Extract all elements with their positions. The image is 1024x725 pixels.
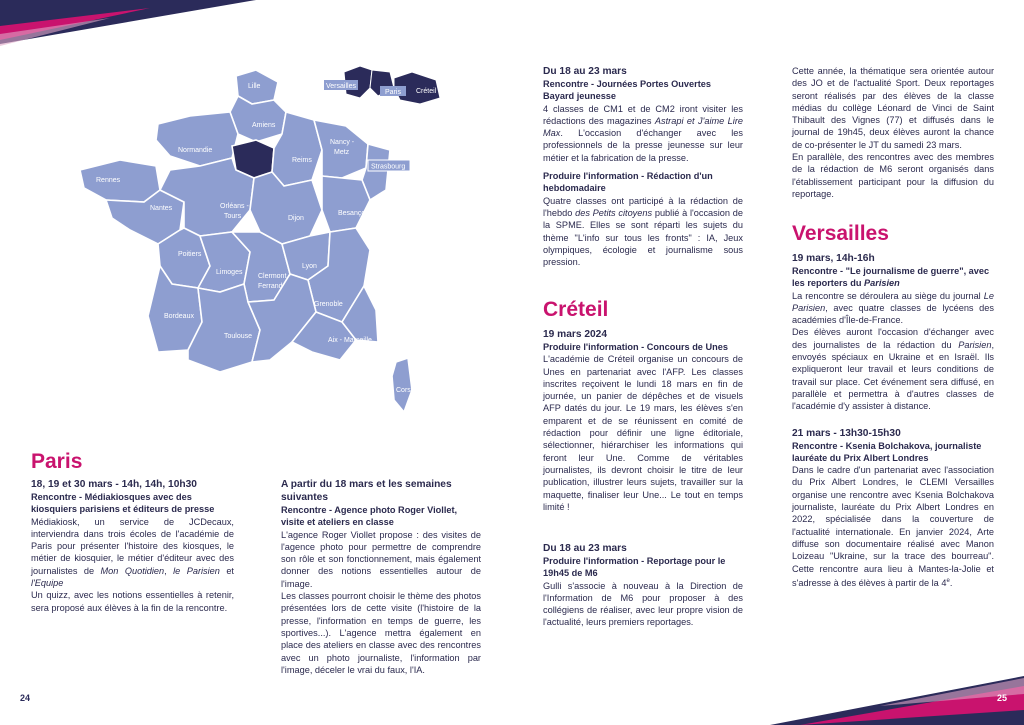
col3-body-2: Quatre classes ont participé à la rédaction de l'hebdo des Petits citoyens publié à l'occasion de la SPME. Elles se sont réparti les sujets du thème "L'info sur tous les fronts" : IA, Jeux olympiques, écologie et journalisme sous pression.: [543, 195, 743, 268]
creteil-title: Créteil: [543, 298, 609, 321]
paris-subtitle: Rencontre - Médiakiosques avec des kiosquiers parisiens et éditeurs de presse: [31, 492, 215, 515]
label-poitiers: Poitiers: [178, 251, 202, 258]
label-metz: Metz: [334, 149, 350, 156]
paris-body-2: Un quizz, avec les notions essentielles à retenir, sera proposé aux élèves à la fin de la rencontre.: [31, 590, 234, 613]
label-corse: Corse: [396, 387, 415, 394]
m6-section: [543, 542, 743, 629]
label-tours: Tours: [224, 213, 242, 220]
label-versailles: Versailles: [326, 83, 356, 90]
region-besancon: [322, 176, 370, 232]
col3-date-1: Du 18 au 23 mars: [543, 66, 627, 77]
label-aix-marseille: Aix - Marseille: [328, 337, 372, 344]
creteil-body: L'académie de Créteil organise un concours de Unes en partenariat avec l'AFP. Les classes inscrites reçoivent le lundi 18 mars en fin de journée, un panier de dépêches et de visuels AFP datés du jour. Le 19 mars, les élèves s'en emparent et de se réunissent en comité de rédaction pour définir une ligne éditoriale, sélectionner, hiérarchiser les informations qui feront leur Une. Comme de véritables journalistes, ils devront choisir le titre de leur publication, illustrer leurs sujets, travailler sur la maquette, finaliser leur Une... Le tout en temps limité !: [543, 354, 743, 512]
paris-title: Paris: [31, 450, 83, 473]
label-strasbourg: Strasbourg: [371, 163, 406, 171]
bottom-right-stripe: [760, 676, 1024, 725]
label-dijon: Dijon: [288, 215, 304, 222]
versailles-body-1: La rencontre se déroulera au siège du journal Le Parisien, avec quatre classes de lycéens des académies d'Île-de-France.: [792, 290, 994, 326]
label-nice: Nice: [358, 359, 373, 366]
label-grenoble: Grenoble: [314, 301, 343, 308]
france-map: [60, 60, 455, 430]
col3-body-1: 4 classes de CM1 et de CM2 iront visiter les rédactions des magazines Astrapi et J'aime Lire Max. L'occasion d'échanger avec les professionnels de la presse jeunesse sur leur métier et la fabrication de la presse.: [543, 103, 744, 163]
label-normandie: Normandie: [178, 147, 213, 154]
label-bordeaux: Bordeaux: [164, 313, 194, 320]
versailles-date-2: 21 mars - 13h30-15h30: [792, 427, 901, 439]
m6-subtitle: Produire l'information - Reportage pour le 19h45 de M6: [543, 556, 726, 579]
region-corse: [392, 358, 412, 412]
paris-date: 18, 19 et 30 mars - 14h, 14h, 10h30: [31, 479, 197, 490]
col3-subtitle-1: Rencontre - Journées Portes Ouvertes Bayard jeunesse: [543, 79, 711, 102]
m6-date: Du 18 au 23 mars: [543, 543, 627, 554]
label-ferrand: Ferrand: [258, 283, 283, 290]
idf-inset: [324, 66, 440, 104]
col2-date: A partir du 18 mars et les semaines suivantes: [281, 479, 452, 503]
region-normandie: [156, 112, 238, 166]
page-number-left: 24: [20, 693, 31, 703]
col2-subtitle: Rencontre - Agence photo Roger Viollet, visite et ateliers en classe: [281, 505, 458, 528]
label-rennes: Rennes: [96, 177, 121, 184]
page-number-right: 25: [997, 693, 1008, 703]
col4-body-0: Cette année, la thématique sera orientée autour des JO et de l'actualité Sport. Deux reportages seront réalisés par des élèves de la classe médias du collège Léonard de Vinci de Saint Thibault des Vignes (77) et diffusés dans le journal de 19h45, deux élèves auront la chance de co-présenter le JT du samedi 23 mars.: [792, 66, 994, 150]
paris-body-1: Médiakiosk, un service de JCDecaux, interviendra dans trois écoles de l'académie de Paris pour présenter l'histoire des kiosques, le métier de kiosquier, le métier d'éditeur avec des journalistes de Mon Quotidien, le Parisien et l'Equipe: [31, 516, 234, 589]
versailles-subtitle-2: Rencontre - Ksenia Bolchakova, journaliste lauréate du Prix Albert Londres: [792, 440, 982, 463]
label-reims: Reims: [292, 157, 312, 164]
label-montpellier: Montpellier: [242, 367, 277, 374]
versailles-body-2: Des élèves auront l'occasion d'échanger avec des journalistes de la rédaction du Parisien, envoyés spéciaux en Ukraine et en Israël. Ils expliqueront leur travail et leurs conditions de travail sur place. Cet événement sera diffusé, en parallèle et permettra à d'autres classes de l'académie d'y assister à distance.: [792, 327, 994, 412]
creteil-date: 19 mars 2024: [543, 329, 608, 340]
top-left-stripe: [0, 0, 260, 48]
paris-section: [31, 450, 234, 614]
label-nancy: Nancy -: [330, 139, 355, 146]
label-creteil: Créteil: [416, 88, 437, 95]
versailles-section: [792, 222, 994, 589]
label-besancon: Besançon: [338, 210, 370, 217]
m6-body: Gulli s'associe à nouveau à la Direction de l'Information de M6 pour proposer à des collégiens de réaliser, avec leur propre vision de l'actualité, leurs premiers reportages.: [543, 580, 743, 628]
label-toulouse: Toulouse: [224, 333, 253, 340]
creteil-subtitle: Produire l'information - Concours de Unes: [543, 342, 728, 352]
label-clermont: Clermont -: [258, 273, 291, 280]
col4-body-0b: En parallèle, des rencontres avec des membres de la rédaction de M6 seront organisés dans l'établissement participant pour la diffusion du reportage.: [792, 152, 994, 199]
label-paris: Paris: [385, 89, 401, 96]
label-lyon: Lyon: [302, 263, 317, 270]
label-lille: Lille: [248, 83, 261, 90]
versailles-title: Versailles: [792, 222, 889, 245]
label-nantes: Nantes: [150, 205, 173, 212]
col2-body-2: Les classes pourront choisir le thème des photos présentées lors de cette visite (l'histoire de la presse, l'information en temps de guerre, les sportives...). L'agence mettra également en place des ateliers en classe avec des rencontres avec un photo journaliste, l'information par l'image, déceler le vrai du faux, l'IA.: [281, 591, 481, 675]
versailles-date-1: 19 mars, 14h-16h: [792, 253, 875, 264]
photo-agency-section: [281, 478, 481, 676]
col2-body-1: L'agence Roger Viollet propose : des visites de l'agence photo pour permettre de comprendre son rôle et son fonctionnement, mais également donner des notions essentielles autour de l'image.: [281, 529, 481, 589]
col3-subtitle-2: Produire l'information - Rédaction d'un hebdomadaire: [543, 171, 713, 194]
label-amiens: Amiens: [252, 122, 276, 129]
col3-top-section: [543, 65, 743, 268]
col4-top-section: [792, 65, 994, 200]
label-limoges: Limoges: [216, 269, 243, 276]
versailles-body-3: Dans le cadre d'un partenariat avec l'association du Prix Albert Londres, le CLEMI Versailles organise une rencontre avec Ksenia Bolchakova journaliste, lauréate du Prix Albert Londres en 2022, spécialisée dans la couverture de l'actualité internationale. En janvier 2024, Arte diffuse son documentaire réalisé avec Manon Loizeau "Ukraine, sur la trace des bourreau". Cette rencontre aura lieu à Mantes-la-Jolie et s'adresse à des élèves à partir de la 4e.: [792, 465, 994, 588]
creteil-section: [543, 298, 743, 513]
label-orleans: Orléans -: [220, 203, 249, 210]
versailles-subtitle-1: Rencontre - "Le journalisme de guerre", avec les reporters du Parisien: [792, 266, 990, 289]
